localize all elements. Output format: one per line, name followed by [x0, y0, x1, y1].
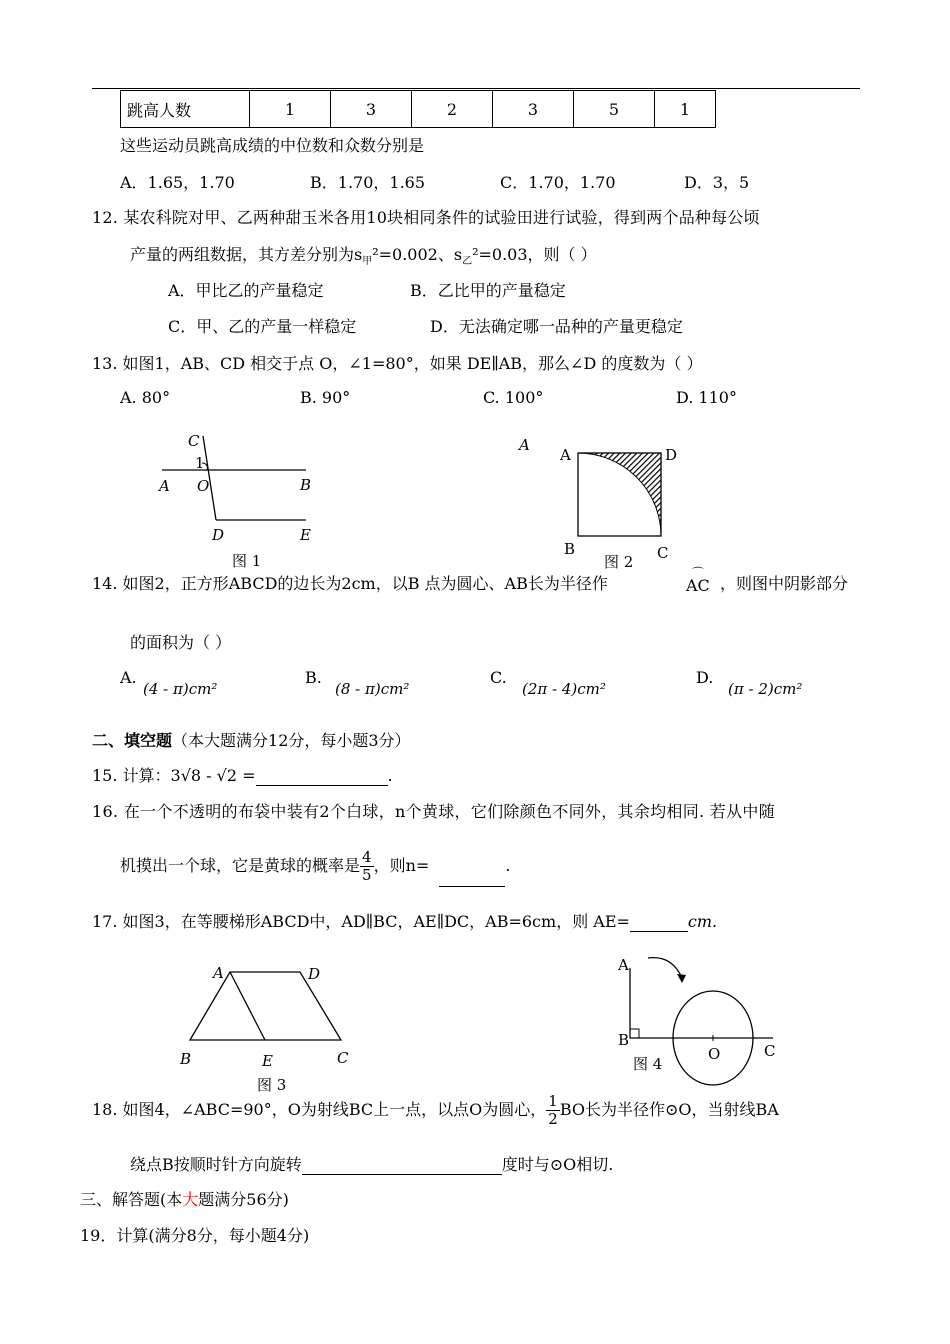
label-c: C	[337, 1049, 349, 1067]
q18-line2-b: 度时与⊙O相切.	[501, 1155, 614, 1174]
figure-4-caption: 图 4	[633, 1055, 663, 1073]
section-3-part2: 题满分56分)	[198, 1190, 289, 1209]
figure-2	[510, 432, 690, 570]
q12-option-a: A．甲比乙的产量稳定	[168, 281, 324, 300]
label-a: A	[213, 964, 224, 982]
q11-option-c: C．1.70，1.70	[500, 173, 616, 192]
label-c: C	[657, 544, 669, 562]
label-a: A	[159, 477, 170, 495]
q18-line2	[130, 1152, 613, 1175]
q14-line2: 的面积为（ ）	[130, 633, 232, 652]
q15-answer-blank	[256, 766, 388, 786]
section-3-heading	[80, 1187, 289, 1210]
q18-line2-a: 绕点B按顺时针方向旋转	[130, 1155, 302, 1174]
table-cell: 3	[331, 91, 412, 128]
q12-option-c: C．甲、乙的产量一样稳定	[168, 317, 357, 336]
frac-den: 2	[548, 1110, 558, 1128]
q13-option-d: D. 110°	[676, 388, 737, 407]
q12-line1: 12. 某农科院对甲、乙两种甜玉米各用10块相同条件的试验田进行试验，得到两个品种每公顷	[92, 208, 760, 227]
q19: 19．计算(满分8分，每小题4分)	[80, 1226, 310, 1245]
q14-option-b-letter: B.	[305, 668, 322, 687]
label-1: 1	[195, 454, 205, 472]
label-b: B	[564, 540, 576, 558]
label-d: D	[308, 965, 321, 983]
label-b: B	[300, 476, 312, 494]
frac-den: 5	[362, 866, 372, 884]
table-header-cell: 跳高人数	[121, 91, 250, 128]
q12-line2-a: 产量的两组数据，其方差分别为s	[130, 245, 363, 264]
q17	[92, 909, 717, 932]
label-o: O	[708, 1045, 721, 1063]
q18-answer-blank	[302, 1155, 502, 1175]
right-angle-mark	[630, 1029, 639, 1038]
section-2-note: （本大题满分12分，每小题3分）	[172, 731, 411, 750]
q16-fraction	[360, 849, 374, 884]
q14-option-c-letter: C.	[490, 668, 507, 687]
table-row	[121, 91, 716, 128]
q12-option-b: B．乙比甲的产量稳定	[410, 281, 566, 300]
label-d: D	[212, 526, 225, 544]
q18-line1-a: 18. 如图4，∠ABC=90°，O为射线BC上一点，以点O为圆心，	[92, 1100, 547, 1119]
q16-line2	[120, 846, 510, 887]
q11-option-b: B．1.70，1.65	[310, 173, 426, 192]
q14-arc-text: AC	[686, 576, 710, 595]
label-o: O	[197, 477, 210, 495]
label-d: D	[665, 446, 678, 464]
q12-option-d: D．无法确定哪一品种的产量更稳定	[430, 317, 683, 336]
q18-line1-b: BO长为半径作⊙O，当射线BA	[559, 1100, 779, 1119]
label-e: E	[262, 1052, 273, 1070]
section-2-title: 二、填空题	[92, 731, 173, 750]
q14-option-a-letter: A.	[120, 668, 137, 687]
q12-line2-c: ²=0.03，则（ ）	[472, 245, 597, 264]
q14-option-d-value: (π - 2)cm²	[728, 680, 803, 698]
segment-ae	[230, 972, 265, 1040]
table-cell: 5	[574, 91, 655, 128]
q12-line2	[130, 242, 597, 267]
label-c: C	[188, 432, 200, 450]
figure-3-caption: 图 3	[257, 1076, 287, 1094]
q11-stem: 这些运动员跳高成绩的中位数和众数分别是	[120, 136, 425, 155]
q11-option-d: D．3，5	[684, 173, 750, 192]
q15	[92, 763, 393, 786]
q14-option-a-value: (4 - π)cm²	[143, 680, 218, 698]
arrow-head-icon	[677, 974, 686, 983]
label-c: C	[764, 1042, 776, 1060]
q14-line1: 14. 如图2，正方形ABCD的边长为2cm，以B 点为圆心、AB长为半径作	[92, 574, 608, 593]
q15-end: .	[387, 766, 393, 785]
q18-line1	[92, 1090, 779, 1130]
frac-num: 1	[548, 1092, 558, 1110]
q13-option-b: B. 90°	[300, 388, 351, 407]
q17-text: 17. 如图3，在等腰梯形ABCD中，AD∥BC，AE∥DC，AB=6cm，则 AE=	[92, 912, 630, 931]
q16-line1: 16. 在一个不透明的布袋中装有2个白球，n个黄球，它们除颜色不同外，其余均相同. 若从中随	[92, 802, 775, 821]
section-3-red: 大	[182, 1190, 199, 1209]
q14-option-c-value: (2π - 4)cm²	[522, 680, 606, 698]
q11-option-a: A．1.65，1.70	[120, 173, 235, 192]
label-b: B	[618, 1031, 630, 1049]
q14-arc-label	[686, 568, 710, 594]
rotation-arrow-icon	[648, 958, 682, 978]
figure-4	[610, 950, 790, 1092]
arc-mark-icon: ⌒	[691, 566, 704, 580]
figure-1-caption: 图 1	[232, 552, 262, 570]
figure-3	[175, 960, 365, 1095]
shaded-region	[578, 453, 661, 536]
section-3-part1: 三、解答题(本	[80, 1190, 183, 1209]
q12-line2-b: ²=0.002、s	[372, 245, 463, 264]
q18-fraction	[546, 1093, 560, 1128]
q17-unit: cm.	[687, 912, 718, 931]
table-cell: 3	[493, 91, 574, 128]
label-b: B	[180, 1050, 192, 1068]
q12-sub-jia: 甲	[362, 256, 373, 268]
figure-1	[150, 430, 320, 575]
table-cell: 1	[655, 91, 716, 128]
top-rule	[92, 88, 860, 89]
q17-answer-blank	[630, 912, 688, 932]
q14-option-d-letter: D.	[696, 668, 714, 687]
q14-line1-end: ，则图中阴影部分	[720, 574, 849, 593]
label-a: A	[560, 446, 571, 464]
frac-num: 4	[362, 848, 372, 866]
q16-answer-blank	[439, 846, 505, 887]
q16-end: .	[505, 856, 511, 875]
q13-stem: 13. 如图1，AB、CD 相交于点 O，∠1=80°，如果 DE∥AB，那么∠D 的度数为（ ）	[92, 354, 703, 373]
q15-text: 15. 计算：3√8 - √2 =	[92, 766, 256, 785]
high-jump-table	[120, 90, 716, 128]
q13-option-a: A. 80°	[120, 388, 171, 407]
table-cell: 1	[250, 91, 331, 128]
q14-option-b-value: (8 - π)cm²	[335, 680, 410, 698]
label-a: A	[618, 956, 629, 974]
q12-sub-yi: 乙	[462, 256, 473, 268]
section-2-heading	[92, 728, 411, 751]
label-e: E	[300, 526, 311, 544]
table-cell: 2	[412, 91, 493, 128]
q13-option-c: C. 100°	[483, 388, 544, 407]
q16-line2-b: ，则n=	[373, 856, 430, 875]
q16-line2-a: 机摸出一个球，它是黄球的概率是	[120, 856, 361, 875]
label-a-italic: A	[519, 436, 530, 454]
figure-2-caption: 图 2	[604, 553, 634, 571]
